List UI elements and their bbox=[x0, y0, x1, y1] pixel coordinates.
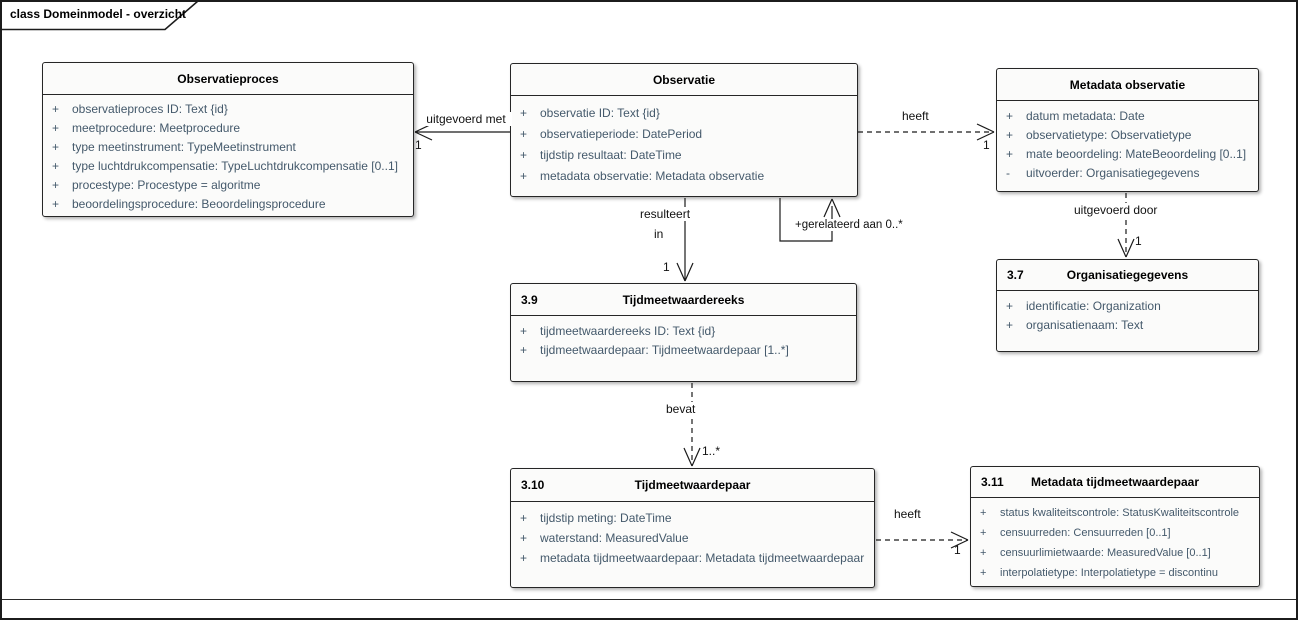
attribute-text: datum metadata: Date bbox=[1026, 109, 1145, 123]
visibility-marker: + bbox=[980, 507, 987, 519]
attribute-row bbox=[511, 528, 874, 548]
connector-heeft-metadata-observatie bbox=[858, 124, 994, 140]
attribute-row bbox=[997, 145, 1258, 164]
attribute-row bbox=[511, 548, 874, 568]
visibility-marker: - bbox=[1006, 166, 1010, 180]
attribute-row bbox=[43, 100, 413, 119]
class-number: 3.11 bbox=[981, 475, 1004, 489]
class-observatie-attributes bbox=[511, 96, 857, 187]
attribute-row bbox=[511, 145, 857, 166]
class-tijdmeetwaardepaar-attributes bbox=[511, 502, 874, 568]
class-organisatiegegevens-attributes bbox=[997, 291, 1258, 335]
visibility-marker: + bbox=[52, 197, 60, 211]
attribute-row bbox=[511, 322, 856, 341]
visibility-marker: + bbox=[52, 159, 60, 173]
visibility-marker: + bbox=[520, 511, 528, 525]
class-observatieproces-header bbox=[43, 63, 413, 95]
class-metadata-tijdmeetwaardepaar-attributes bbox=[971, 498, 1259, 583]
attribute-text: tijdmeetwaardereeks ID: Text {id} bbox=[540, 324, 716, 338]
class-title: Tijdmeetwaardereeks bbox=[622, 292, 745, 307]
attribute-row bbox=[997, 164, 1258, 183]
class-observatieproces-attributes bbox=[43, 95, 413, 214]
visibility-marker: + bbox=[520, 343, 528, 357]
connector-label-bevat: bevat bbox=[666, 402, 696, 416]
attribute-text: mate beoordeling: MateBeoordeling [0..1] bbox=[1026, 147, 1247, 161]
visibility-marker: + bbox=[1006, 147, 1014, 161]
multiplicity-heeft-top: 1 bbox=[983, 138, 990, 152]
visibility-marker: + bbox=[1006, 318, 1014, 332]
attribute-text: metadata observatie: Metadata observatie bbox=[540, 169, 765, 183]
attribute-row bbox=[971, 563, 1259, 583]
class-title: Observatie bbox=[652, 72, 716, 87]
visibility-marker: + bbox=[52, 178, 60, 192]
attribute-text: type meetinstrument: TypeMeetinstrument bbox=[72, 140, 296, 154]
connector-label-resulteert: resulteert bbox=[640, 207, 691, 221]
visibility-marker: + bbox=[520, 531, 528, 545]
visibility-marker: + bbox=[1006, 299, 1014, 313]
visibility-marker: + bbox=[520, 148, 528, 162]
attribute-text: observatieperiode: DatePeriod bbox=[540, 127, 703, 141]
visibility-marker: + bbox=[980, 527, 987, 539]
visibility-marker: + bbox=[980, 547, 987, 559]
multiplicity-uitgevoerd-door: 1 bbox=[1135, 234, 1142, 248]
visibility-marker: + bbox=[520, 127, 528, 141]
multiplicity-bevat: 1..* bbox=[702, 444, 721, 458]
connector-label-gerelateerd-aan: +gerelateerd aan 0..* bbox=[795, 219, 903, 231]
attribute-row bbox=[511, 103, 857, 124]
attribute-text: censuurreden: Censuurreden [0..1] bbox=[1000, 527, 1171, 539]
attribute-text: tijdstip resultaat: DateTime bbox=[540, 148, 682, 162]
class-metadata-observatie bbox=[996, 68, 1259, 192]
attribute-text: meetprocedure: Meetprocedure bbox=[72, 121, 241, 135]
attribute-text: tijdmeetwaardepaar: Tijdmeetwaardepaar [1..*] bbox=[540, 343, 789, 357]
attribute-text: identificatie: Organization bbox=[1026, 299, 1161, 313]
attribute-text: uitvoerder: Organisatiegegevens bbox=[1026, 166, 1200, 180]
attribute-text: waterstand: MeasuredValue bbox=[540, 531, 689, 545]
attribute-text: observatie ID: Text {id} bbox=[540, 106, 660, 120]
connector-label-uitgevoerd-met: uitgevoerd met bbox=[420, 112, 512, 126]
multiplicity-heeft-bottom: 1 bbox=[954, 543, 961, 557]
visibility-marker: + bbox=[52, 140, 60, 154]
class-title: Organisatiegegevens bbox=[1066, 268, 1189, 282]
attribute-row bbox=[43, 138, 413, 157]
attribute-row bbox=[43, 157, 413, 176]
attribute-text: observatieproces ID: Text {id} bbox=[72, 102, 228, 116]
attribute-row bbox=[997, 126, 1258, 145]
class-observatie bbox=[510, 63, 858, 197]
attribute-row bbox=[43, 195, 413, 214]
diagram-title: class Domeinmodel - overzicht bbox=[10, 7, 187, 21]
attribute-text: censuurlimietwaarde: MeasuredValue [0..1] bbox=[1000, 547, 1211, 559]
attribute-row bbox=[997, 316, 1258, 335]
attribute-row bbox=[43, 176, 413, 195]
multiplicity-resulteert-in: 1 bbox=[663, 260, 670, 274]
attribute-row bbox=[997, 107, 1258, 126]
visibility-marker: + bbox=[1006, 109, 1014, 123]
attribute-row bbox=[971, 523, 1259, 543]
visibility-marker: + bbox=[520, 106, 528, 120]
attribute-row bbox=[511, 341, 856, 360]
attribute-row bbox=[971, 543, 1259, 563]
attribute-row bbox=[511, 508, 874, 528]
visibility-marker: + bbox=[520, 551, 528, 565]
frame-bottom-line bbox=[2, 599, 1296, 600]
attribute-row bbox=[511, 124, 857, 145]
attribute-text: procestype: Procestype = algoritme bbox=[72, 178, 261, 192]
attribute-text: organisatienaam: Text bbox=[1026, 318, 1144, 332]
connector-uitgevoerd-met bbox=[415, 124, 510, 140]
class-organisatiegegevens-header bbox=[997, 260, 1258, 291]
connector-label-in: in bbox=[654, 227, 664, 241]
class-tijdmeetwaardepaar bbox=[510, 468, 875, 588]
class-title: Metadata tijdmeetwaardepaar bbox=[1030, 475, 1200, 489]
class-tijdmeetwaardereeks-header bbox=[511, 284, 856, 316]
class-number: 3.9 bbox=[521, 292, 538, 307]
class-metadata-observatie-header bbox=[997, 69, 1258, 101]
class-tijdmeetwaardereeks bbox=[510, 283, 857, 382]
visibility-marker: + bbox=[520, 324, 528, 338]
class-number: 3.7 bbox=[1007, 268, 1024, 282]
attribute-text: type luchtdrukcompensatie: TypeLuchtdrukcompensatie [0..1] bbox=[72, 159, 398, 173]
attribute-row bbox=[971, 503, 1259, 523]
attribute-row bbox=[43, 119, 413, 138]
class-metadata-tijdmeetwaardepaar-header bbox=[971, 467, 1259, 498]
multiplicity-uitgevoerd-met: 1 bbox=[415, 138, 422, 152]
visibility-marker: + bbox=[520, 169, 528, 183]
attribute-text: beoordelingsprocedure: Beoordelingsprocedure bbox=[72, 197, 326, 211]
class-metadata-tijdmeetwaardepaar bbox=[970, 466, 1260, 587]
connector-bevat bbox=[684, 383, 700, 466]
class-tijdmeetwaardereeks-attributes bbox=[511, 316, 856, 360]
visibility-marker: + bbox=[52, 121, 60, 135]
attribute-text: status kwaliteitscontrole: StatusKwaliteitscontrole bbox=[1000, 507, 1240, 519]
class-title: Metadata observatie bbox=[1069, 77, 1186, 92]
attribute-text: interpolatietype: Interpolatietype = discontinu bbox=[1000, 567, 1219, 579]
visibility-marker: + bbox=[52, 102, 60, 116]
class-number: 3.10 bbox=[521, 478, 545, 492]
attribute-text: observatietype: Observatietype bbox=[1026, 128, 1192, 142]
visibility-marker: + bbox=[980, 567, 987, 579]
connector-label-uitgevoerd-door: uitgevoerd door bbox=[1074, 203, 1158, 217]
connector-label-heeft-bottom: heeft bbox=[894, 507, 921, 521]
class-observatie-header bbox=[511, 64, 857, 96]
class-organisatiegegevens bbox=[996, 259, 1259, 352]
attribute-row bbox=[511, 166, 857, 187]
attribute-text: metadata tijdmeetwaardepaar: Metadata tijdmeetwaardepaar bbox=[540, 551, 865, 565]
connector-label-heeft-top: heeft bbox=[902, 109, 929, 123]
attribute-text: tijdstip meting: DateTime bbox=[540, 511, 672, 525]
class-tijdmeetwaardepaar-header bbox=[511, 469, 874, 502]
class-metadata-observatie-attributes bbox=[997, 101, 1258, 183]
class-title: Tijdmeetwaardepaar bbox=[634, 478, 751, 492]
attribute-row bbox=[997, 297, 1258, 316]
class-observatieproces bbox=[42, 62, 414, 217]
class-title: Observatieproces bbox=[177, 71, 279, 86]
visibility-marker: + bbox=[1006, 128, 1014, 142]
